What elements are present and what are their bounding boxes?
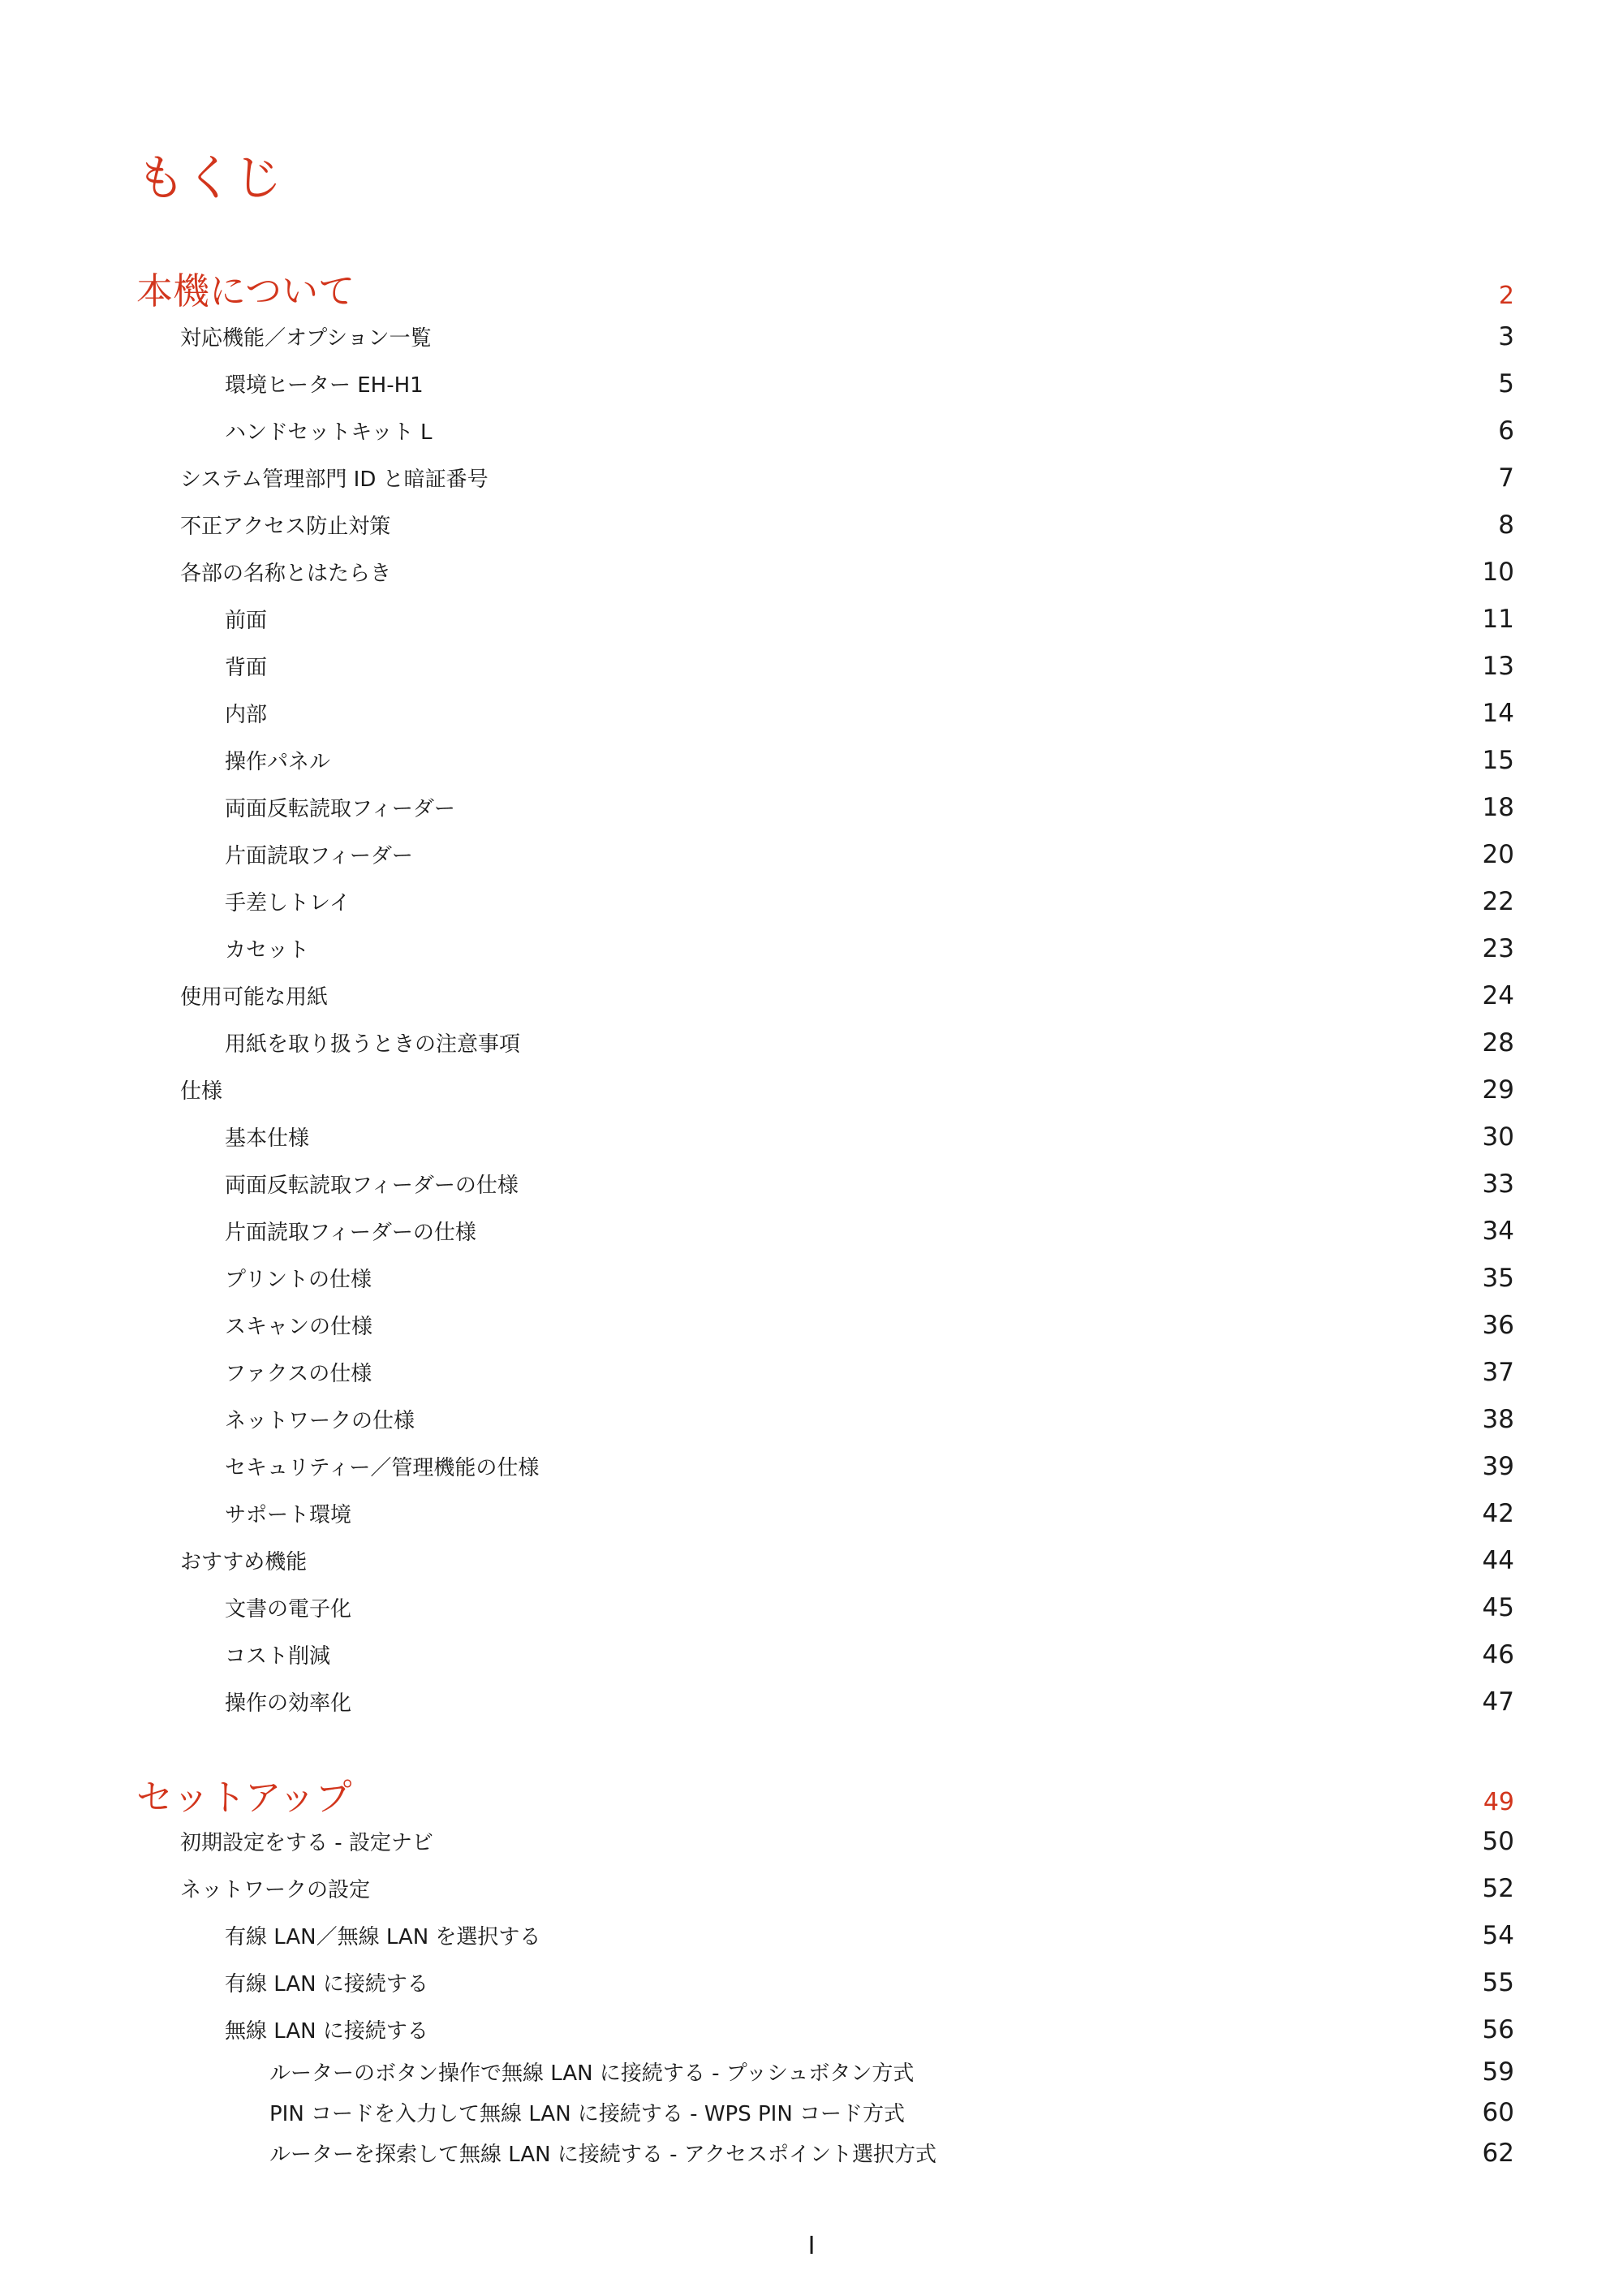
toc-entry-title: 手差しトレイ: [225, 891, 351, 915]
toc-entry-page: 47: [1482, 1687, 1514, 1717]
toc-entry-page: 29: [1482, 1075, 1514, 1105]
toc-entry-page: 2: [1498, 282, 1514, 310]
toc-entry-title: ルーターのボタン操作で無線 LAN に接続する - プッシュボタン方式: [269, 2061, 915, 2086]
toc-entry[interactable]: [225, 1027, 1514, 1058]
toc-entry-title: 文書の電子化: [225, 1597, 352, 1622]
toc-entry-title: 前面: [225, 609, 268, 633]
toc-entry-title: 不正アクセス防止対策: [180, 515, 391, 539]
toc-entry[interactable]: [225, 792, 1514, 822]
toc-entry-title: 背面: [225, 656, 268, 680]
toc-entry-title: 有線 LAN／無線 LAN を選択する: [225, 1925, 541, 1949]
toc-entry-title: 有線 LAN に接続する: [225, 1972, 428, 1997]
toc-entry[interactable]: [269, 2097, 1514, 2127]
toc-entry[interactable]: [225, 1263, 1514, 1293]
toc-entry-title: 本機について: [136, 269, 355, 312]
toc-entry-title: セキュリティー／管理機能の仕様: [225, 1456, 540, 1480]
toc-entry-page: 10: [1482, 558, 1514, 587]
toc-entry[interactable]: [180, 463, 1514, 493]
toc-entry-page: 13: [1482, 652, 1514, 681]
toc-entry-page: 37: [1482, 1358, 1514, 1387]
toc-entry[interactable]: [225, 2014, 1514, 2044]
toc-entry-title: ハンドセットキット L: [225, 420, 433, 445]
toc-entry[interactable]: [180, 321, 1514, 351]
toc-entry-title: システム管理部門 ID と暗証番号: [180, 467, 489, 492]
toc-entry-page: 54: [1482, 1921, 1514, 1950]
toc-entry[interactable]: [180, 1873, 1514, 1903]
toc-entry-title: 用紙を取り扱うときの注意事項: [225, 1032, 521, 1057]
toc-entry-title: ネットワークの設定: [180, 1878, 371, 1902]
toc-entry[interactable]: [225, 1967, 1514, 1997]
toc-entry[interactable]: [180, 510, 1514, 540]
toc-entry[interactable]: [225, 416, 1514, 446]
page-title: もくじ: [136, 150, 282, 207]
toc-entry[interactable]: [225, 1498, 1514, 1528]
toc-entry-page: 28: [1482, 1028, 1514, 1058]
toc-entry-page: 22: [1482, 887, 1514, 916]
toc-entry[interactable]: [225, 745, 1514, 775]
toc-entry-page: 15: [1482, 746, 1514, 775]
toc-entry-page: 30: [1482, 1122, 1514, 1152]
toc-entry-page: 49: [1483, 1788, 1514, 1816]
toc-entry[interactable]: [269, 2057, 1514, 2087]
toc-entry-page: 23: [1482, 934, 1514, 963]
toc-entry-title: カセット: [225, 938, 310, 963]
toc-entry-page: 56: [1482, 2015, 1514, 2044]
toc-entry-page: 14: [1482, 699, 1514, 728]
toc-entry[interactable]: [180, 1545, 1514, 1575]
toc-entry[interactable]: [225, 933, 1514, 963]
toc-entry-page: 34: [1482, 1217, 1514, 1246]
toc-entry[interactable]: [225, 839, 1514, 869]
toc-entry-title: サポート環境: [225, 1503, 352, 1527]
toc-entry[interactable]: [180, 1826, 1514, 1856]
toc-entry-title: 基本仕様: [225, 1126, 310, 1151]
toc-entry-page: 36: [1482, 1311, 1514, 1340]
toc-entry-title: ファクスの仕様: [225, 1362, 372, 1386]
toc-entry-title: 使用可能な用紙: [180, 985, 329, 1010]
toc-entry-page: 62: [1482, 2139, 1514, 2168]
toc-entry[interactable]: [269, 2138, 1514, 2168]
toc-entry-title: 両面反転読取フィーダー: [225, 797, 455, 821]
toc-entry[interactable]: [225, 604, 1514, 634]
toc-entry[interactable]: [225, 1169, 1514, 1199]
toc-entry-page: 7: [1498, 463, 1514, 493]
toc-entry-page: 33: [1482, 1170, 1514, 1199]
toc-entry-page: 6: [1498, 416, 1514, 446]
toc-entry-page: 20: [1482, 840, 1514, 869]
toc-entry[interactable]: [225, 1310, 1514, 1340]
toc-entry[interactable]: [225, 368, 1514, 398]
toc-entry-page: 50: [1482, 1827, 1514, 1856]
toc-chapter[interactable]: [136, 261, 1514, 314]
toc-entry-page: 52: [1482, 1874, 1514, 1903]
toc-entry[interactable]: [225, 1451, 1514, 1481]
toc-entry-title: 操作の効率化: [225, 1691, 352, 1716]
toc-entry[interactable]: [225, 1122, 1514, 1152]
toc-entry-title: スキャンの仕様: [225, 1315, 373, 1339]
toc-entry[interactable]: [180, 1075, 1514, 1105]
toc-entry-page: 46: [1482, 1640, 1514, 1669]
toc-entry-title: PIN コードを入力して無線 LAN に接続する - WPS PIN コード方式: [269, 2102, 906, 2126]
toc-entry-page: 38: [1482, 1405, 1514, 1434]
toc-entry-title: 仕様: [180, 1079, 223, 1104]
toc-chapter[interactable]: [136, 1768, 1514, 1820]
toc-entry-page: 3: [1498, 322, 1514, 351]
toc-entry-title: 無線 LAN に接続する: [225, 2019, 428, 2044]
toc-entry-title: おすすめ機能: [180, 1550, 308, 1574]
toc-entry-page: 39: [1482, 1452, 1514, 1481]
toc-entry-title: 操作パネル: [225, 750, 331, 774]
toc-entry[interactable]: [225, 1216, 1514, 1246]
toc-entry[interactable]: [225, 1592, 1514, 1622]
toc-entry-page: 55: [1482, 1968, 1514, 1997]
toc-entry-title: 両面反転読取フィーダーの仕様: [225, 1174, 519, 1198]
toc-entry[interactable]: [225, 1920, 1514, 1950]
toc-entry[interactable]: [225, 1686, 1514, 1717]
page-number: I: [807, 2232, 816, 2260]
toc-entry-page: 59: [1482, 2057, 1514, 2087]
toc-entry-title: ネットワークの仕様: [225, 1409, 415, 1433]
toc-entry-title: プリントの仕様: [225, 1268, 372, 1292]
toc-entry-title: 環境ヒーター EH-H1: [225, 373, 424, 398]
toc-entry[interactable]: [225, 698, 1514, 728]
toc-entry[interactable]: [180, 557, 1514, 587]
toc-entry-title: 各部の名称とはたらき: [180, 562, 392, 586]
toc-entry-page: 5: [1498, 369, 1514, 398]
toc-entry[interactable]: [180, 980, 1514, 1010]
toc-entry-page: 11: [1482, 605, 1514, 634]
toc-entry-title: 片面読取フィーダー: [225, 844, 413, 868]
toc-entry-title: 初期設定をする - 設定ナビ: [180, 1831, 433, 1855]
toc-entry-title: コスト削減: [225, 1644, 331, 1669]
toc-entry-page: 35: [1482, 1264, 1514, 1293]
toc-entry[interactable]: [225, 651, 1514, 681]
toc-entry-title: ルーターを探索して無線 LAN に接続する - アクセスポイント選択方式: [269, 2143, 936, 2167]
toc-entry-page: 45: [1482, 1593, 1514, 1622]
toc-entry-page: 42: [1482, 1499, 1514, 1528]
toc-entry-title: 内部: [225, 703, 268, 727]
toc-entry[interactable]: [225, 1357, 1514, 1387]
toc-entry-page: 24: [1482, 981, 1514, 1010]
toc-entry[interactable]: [225, 1639, 1514, 1669]
toc-entry-page: 18: [1482, 793, 1514, 822]
toc-entry[interactable]: [225, 886, 1514, 916]
toc-entry-title: 対応機能／オプション一覧: [180, 326, 432, 351]
toc-entry-title: セットアップ: [136, 1776, 352, 1819]
toc-entry-page: 44: [1482, 1546, 1514, 1575]
toc-entry[interactable]: [225, 1404, 1514, 1434]
toc-entry-title: 片面読取フィーダーの仕様: [225, 1221, 476, 1245]
toc-entry-page: 60: [1482, 2098, 1514, 2127]
toc-entry-page: 8: [1498, 510, 1514, 540]
